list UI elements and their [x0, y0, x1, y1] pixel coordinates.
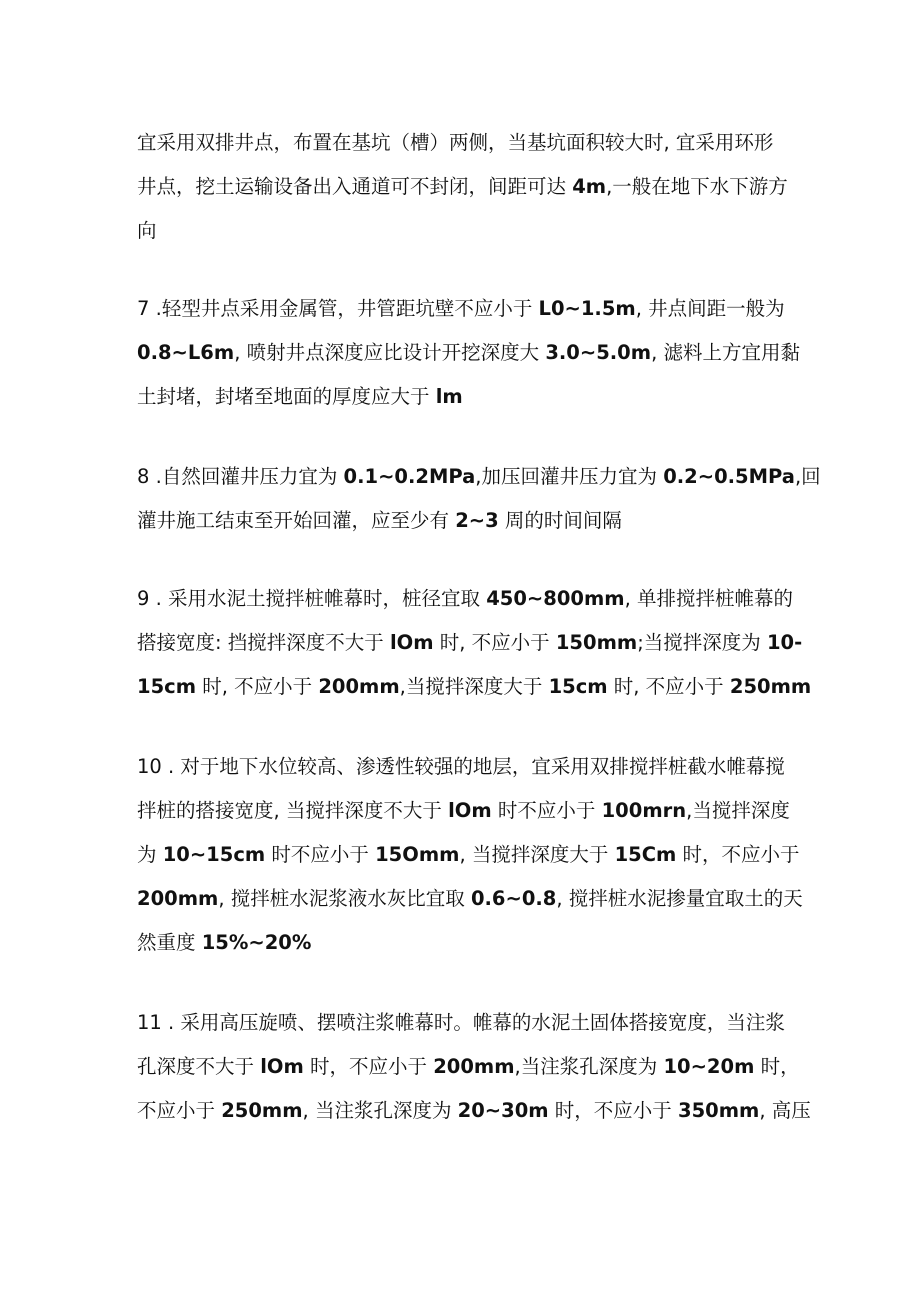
paragraph-6-continued: [137, 121, 803, 253]
text-line: 11 . 采用高压旋喷、摆喷注浆帷幕时。帷幕的水泥土固体搭接宽度，当注浆: [137, 1011, 785, 1034]
text-line: 不应小于 250mm, 当注浆孔深度为 20~30m 时，不应小于 350mm, 高压: [137, 1099, 811, 1122]
text-line: 灌井施工结束至开始回灌，应至少有 2~3 周的时间间隔: [137, 509, 622, 532]
text-line: 向: [137, 219, 157, 242]
text-line: 搭接宽度: 挡搅拌深度不大于 lOm 时, 不应小于 150mm;当搅拌深度为 10-: [137, 631, 803, 654]
text-line: 0.8~L6m, 喷射井点深度应比设计开挖深度大 3.0~5.0m, 滤料上方宜用黏: [137, 341, 800, 364]
text-line: 7 .轻型井点采用金属管，井管距坑壁不应小于 L0~1.5m, 井点间距一般为: [137, 297, 785, 320]
text-line: 拌桩的搭接宽度, 当搅拌深度不大于 lOm 时不应小于 100mrn,当搅拌深度: [137, 799, 790, 822]
document-page: [137, 121, 821, 1169]
text-line: 8 .自然回灌井压力宜为 0.1~0.2MPa,加压回灌井压力宜为 0.2~0.5MPa,回: [137, 465, 821, 488]
paragraph-8: [137, 455, 821, 543]
text-line: 井点，挖土运输设备出入通道可不封闭，间距可达 4m,一般在地下水下游方: [137, 175, 788, 198]
paragraph-11: [137, 1001, 811, 1133]
text-line: 9 . 采用水泥土搅拌桩帷幕时，桩径宜取 450~800mm, 单排搅拌桩帷幕的: [137, 587, 794, 610]
text-line: 孔深度不大于 lOm 时，不应小于 200mm,当注浆孔深度为 10~20m 时，: [137, 1055, 800, 1078]
paragraph-10: [137, 745, 803, 965]
text-line: 10 . 对于地下水位较高、渗透性较强的地层，宜采用双排搅拌桩截水帷幕搅: [137, 755, 785, 778]
text-line: 土封堵，封堵至地面的厚度应大于 lm: [137, 385, 463, 408]
text-line: 200mm, 搅拌桩水泥浆液水灰比宜取 0.6~0.8, 搅拌桩水泥掺量宜取土的天: [137, 887, 803, 910]
paragraph-9: [137, 577, 812, 709]
paragraph-7: [137, 287, 803, 419]
text-line: 然重度 15%~20%: [137, 931, 312, 954]
text-line: 宜采用双排井点，布置在基坑（槽）两侧，当基坑面积较大时, 宜采用环形: [137, 131, 774, 154]
text-line: 为 10~15cm 时不应小于 15Omm, 当搅拌深度大于 15Cm 时，不应小于: [137, 843, 800, 866]
text-line: 15cm 时, 不应小于 200mm,当搅拌深度大于 15cm 时, 不应小于 250mm: [137, 675, 812, 698]
